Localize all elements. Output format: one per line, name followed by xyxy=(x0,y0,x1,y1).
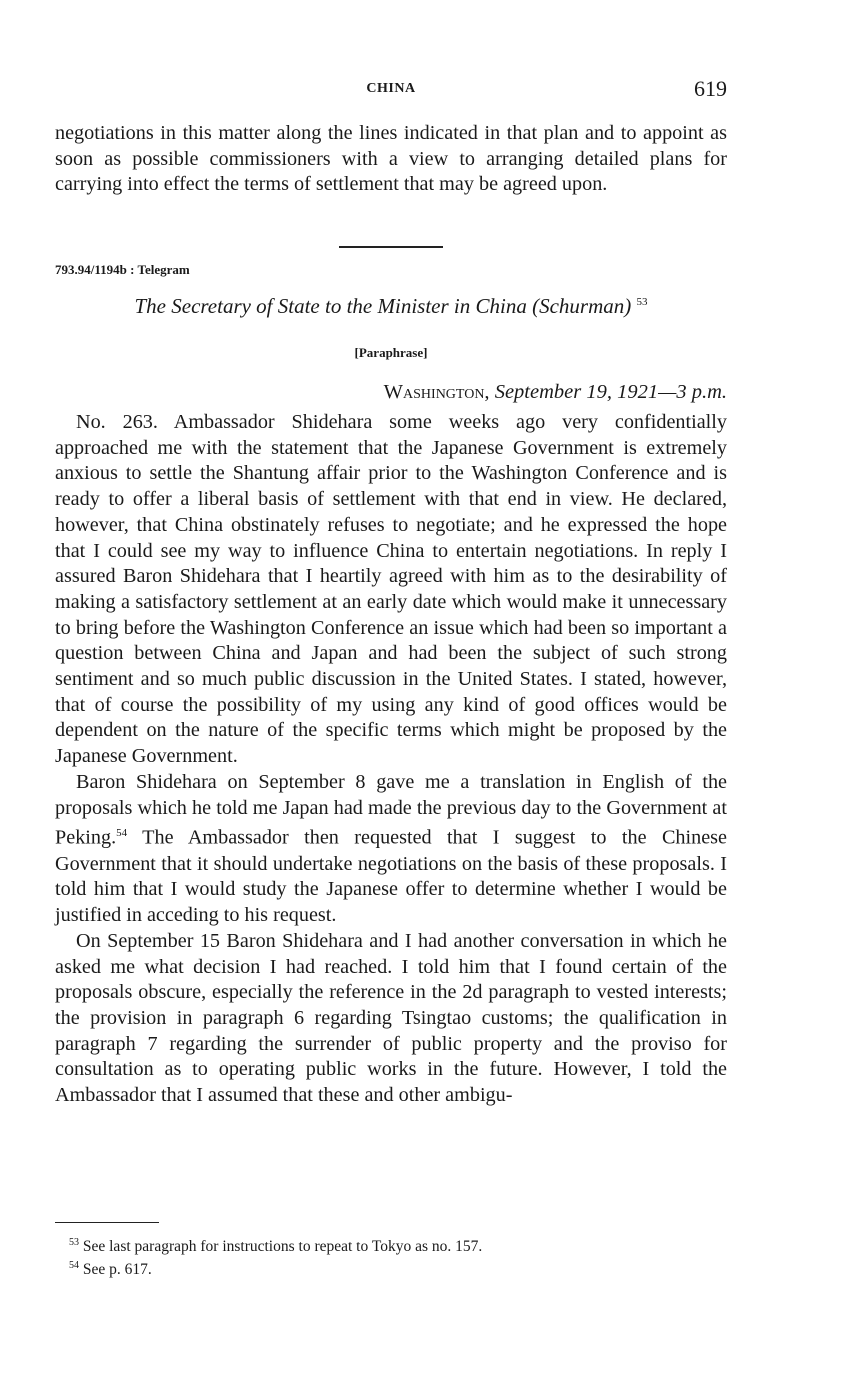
dateline-date: September 19, 1921—3 p.m. xyxy=(494,381,727,403)
intro-paragraph: negotiations in this matter along the lines indicated in that plan and to appoint as soon as possible commissioners with a view to arranging detailed plans for carrying into effect the terms of settlement that may be agreed upon. xyxy=(55,122,727,196)
footnote-number: 53 xyxy=(69,1237,79,1248)
paragraph-2 xyxy=(55,770,727,929)
footnote-53 xyxy=(69,1233,482,1256)
running-header xyxy=(55,76,727,106)
running-title: CHINA xyxy=(366,81,416,96)
continued-paragraph xyxy=(55,121,727,198)
footnotes xyxy=(69,1233,482,1279)
paraphrase-label: [Paraphrase] xyxy=(354,345,428,360)
dateline-place: Washington, xyxy=(383,381,490,403)
paragraph-2-part-1: Baron Shidehara on September 8 gave me a translation in English of the proposals which he told me Japan had made the previous day to the Government at Peking. xyxy=(55,770,727,849)
footnote-marker-54: 54 xyxy=(116,827,128,840)
file-reference: 793.94/1194b : Telegram xyxy=(55,262,190,277)
heading-text: The Secretary of State to the Minister in China (Schurman) xyxy=(134,294,632,318)
dateline xyxy=(384,381,727,404)
document-heading xyxy=(55,294,727,319)
section-divider xyxy=(339,246,443,248)
page-number: 619 xyxy=(694,76,727,101)
footnote-text: See p. 617. xyxy=(82,1261,152,1279)
paragraph-3: On September 15 Baron Shidehara and I had another conversation in which he asked me what decision I had reached. I told him that I found certain of the proposals obscure, especially the reference in the 2d paragraph to vested interests; the provision in paragraph 6 regarding Tsingtao customs; the qualification in paragraph 7 regarding the surrender of public property and the proviso for consultation as to operating public works in the future. However, I told the Ambassador that I assumed that these and other ambigu- xyxy=(55,929,727,1107)
footnote-54 xyxy=(69,1256,482,1279)
footnote-text: See last paragraph for instructions to repeat to Tokyo as no. 157. xyxy=(82,1238,483,1256)
telegram-body xyxy=(55,410,727,1109)
footnote-rule xyxy=(55,1222,159,1223)
heading-footnote-marker: 53 xyxy=(636,296,648,308)
paragraph-2-part-2: The Ambassador then requested that I suggest to the Chinese Government that it should undertake negotiations on the basis of these proposals. I told him that I would study the Japanese offer to determine whether I would be justified in acceding to his request. xyxy=(55,826,727,927)
footnote-number: 54 xyxy=(69,1260,79,1272)
paragraph-1: No. 263. Ambassador Shidehara some weeks ago very confidentially approached me with the statement that the Japanese Government is extremely anxious to settle the Shantung affair prior to the Washington Conference and is ready to offer a liberal basis of settlement with that end in view. He declared, however, that China obstinately refuses to negotiate; and he expressed the hope that I could see my way to influence China to entertain negotiations. In reply I assured Baron Shidehara that I heartily agreed with him as to the desirability of making a satisfactory settlement at an early date which would make it unnecessary to bring before the Washington Conference an issue which had been so important a question between China and Japan and had been the subject of such strong sentiment and so much public discussion in the United States. I stated, however, that of course the possibility of my using any kind of good offices would be dependent on the nature of the specific terms which might be proposed by the Japanese Government. xyxy=(55,411,727,768)
